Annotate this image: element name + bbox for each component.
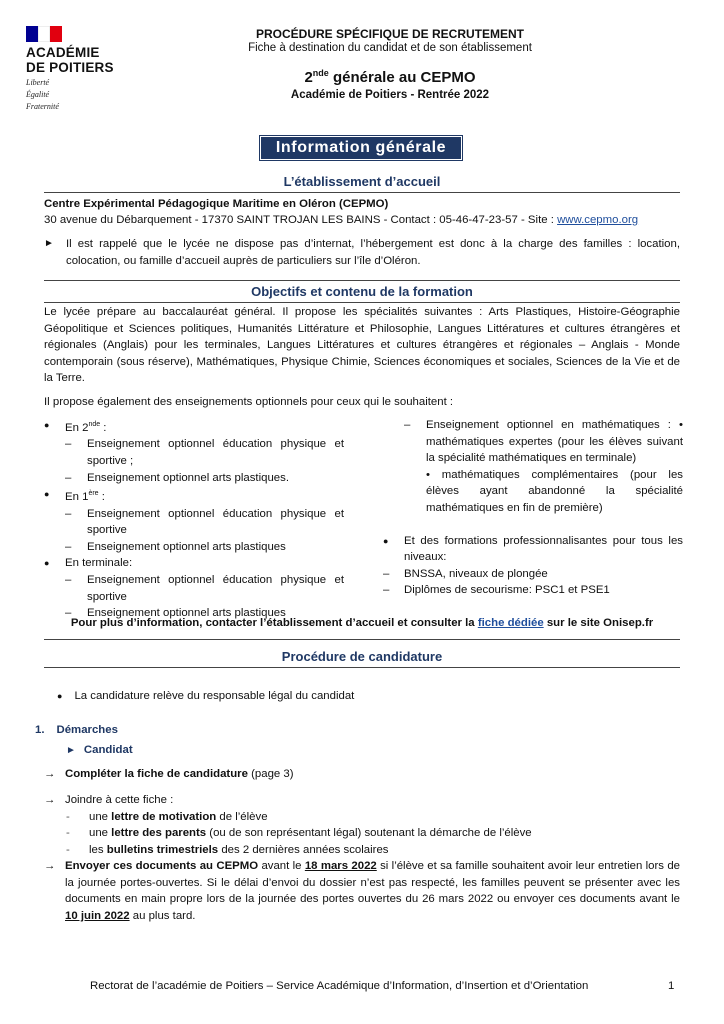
logo-line2: DE POITIERS [26,60,114,75]
list-item: – BNSSA, niveaux de plongée [383,567,548,580]
divider [44,192,680,193]
list-item: → Compléter la fiche de candidature (page 3) [44,768,294,780]
divider [44,302,680,303]
level-sup: nde [312,68,329,78]
address-text: 30 avenue du Débarquement - 17370 SAINT TROJAN LES BAINS - Contact : 05-46-47-23-57 - Site : [44,214,558,226]
list-item: ● La candidature relève du responsable légal du candidat [57,690,355,702]
site-link[interactable]: www.cepmo.org [557,214,639,226]
level-num: 2 [304,69,313,86]
list-item: • mathématiques complémentaires (pour les élèves ayant abandonné la spécialité mathématiques en fin de première) [426,468,683,514]
etablissement-address [44,212,680,229]
list-item: → Joindre à cette fiche : - une lettre de motivation de l’élève - une lettre des parents (ou de son représentant légal) soutenant la démarche de l’élève - les bulletins trimestriels des 2 dernières années scolaires [44,794,532,856]
objectifs-title: Objectifs et contenu de la formation [251,284,473,299]
page-number: 1 [668,980,675,992]
section-banner: Information générale [261,137,461,159]
options-left-column [44,417,344,622]
logo-motto-liberte: Liberté [26,78,50,87]
academie-logo [26,26,126,111]
options-intro: Il propose également des enseignements optionnels pour ceux qui le souhaitent : [44,396,454,408]
level-title [170,68,610,86]
internat-note: ► Il est rappelé que le lycée ne dispose pas d’internat, l’hébergement est donc à la charge des familles : location, colocation, ou famille d’accueil auprès de particuliers sur l’île d’Oléron. [44,236,680,269]
list-item: – Enseignement optionnel éducation physique et sportive ; [65,438,344,467]
list-item: → Envoyer ces documents au CEPMO avant le 18 mars 2022 si l’élève et sa famille souhaitent avoir leur entretien lors de la journée portes-ouvertes. Si le délai d’envoi du dossier n’est pas respecté, les familles peuvent se présenter avec les documents en main propre lors de la journée des portes ouvertes du 26 mars 2022 ou envoyer ces documents avant le 10 juin 2022 au plus tard. [44,860,680,922]
divider [44,667,680,668]
list-item: – Diplômes de secourisme: PSC1 et PSE1 [383,584,610,597]
list-item: – Enseignement optionnel éducation physique et sportive [65,507,344,537]
candidat-heading: ► Candidat [66,744,133,756]
step-heading: 1. Démarches [35,724,118,736]
marianne-flag-icon [26,26,62,42]
list-item: – Enseignement optionnel arts plastiques. [65,471,289,484]
divider [44,280,680,281]
list-item: ● En 2nde : [44,420,107,434]
footer-text: Rectorat de l’académie de Poitiers – Service Académique d’Information, d’Insertion et d’Orientation [90,980,589,992]
list-item: – Enseignement optionnel en mathématiques : • mathématiques expertes (pour les élèves suivant la spécialité mathématiques en terminale) [404,419,683,465]
divider [44,639,680,640]
list-item: ● En 1ère : [44,489,105,503]
logo-motto-egalite: Égalité [26,90,50,99]
list-item: ● Et des formations professionnalisantes pour tous les niveaux: [383,534,683,564]
more-info: Pour plus d’information, contacter l’établissement d’accueil et consulter la fiche dédiée sur le site Onisep.fr [70,617,654,629]
list-item: – Enseignement optionnel arts plastiques [65,540,286,553]
onisep-link[interactable]: fiche dédiée [477,617,544,629]
options-right-column [383,417,683,599]
list-item: – Enseignement optionnel arts plastiques [65,607,286,620]
logo-motto-fraternite: Fraternité [26,102,59,111]
list-item: ● En terminale: [44,557,133,570]
academy-line: Académie de Poitiers - Rentrée 2022 [290,89,490,101]
logo-line1: ACADÉMIE [26,45,100,60]
etablissement-title: L’établissement d’accueil [283,174,441,189]
document-subtitle: Fiche à destination du candidat et de son établissement [248,42,532,54]
etablissement-name: Centre Expérimental Pédagogique Maritime en Oléron (CEPMO) [44,198,389,210]
objectifs-paragraph: Le lycée prépare au baccalauréat général. Il propose les spécialités suivantes : Arts Plastiques, Histoire-Géographie Géopolitique et Sciences politiques, Humanités Littérature et Philosophie, Langues Littératures et cultures étrangères et régionales (Anglais) pour les terminales, Langues Littératures et cultures étrangères et régionales – Anglais - Monde contemporain (sous réserve), Mathématiques, Physique Chimie, Sciences économiques et sociales, Sciences de la Vie et de la Terre. [44,306,680,385]
procedure-title: Procédure de candidature [281,649,443,664]
level-rest: générale au CEPMO [328,69,476,86]
list-item: – Enseignement optionnel éducation physique et sportive [65,573,344,603]
document-title: PROCÉDURE SPÉCIFIQUE DE RECRUTEMENT [255,27,525,41]
